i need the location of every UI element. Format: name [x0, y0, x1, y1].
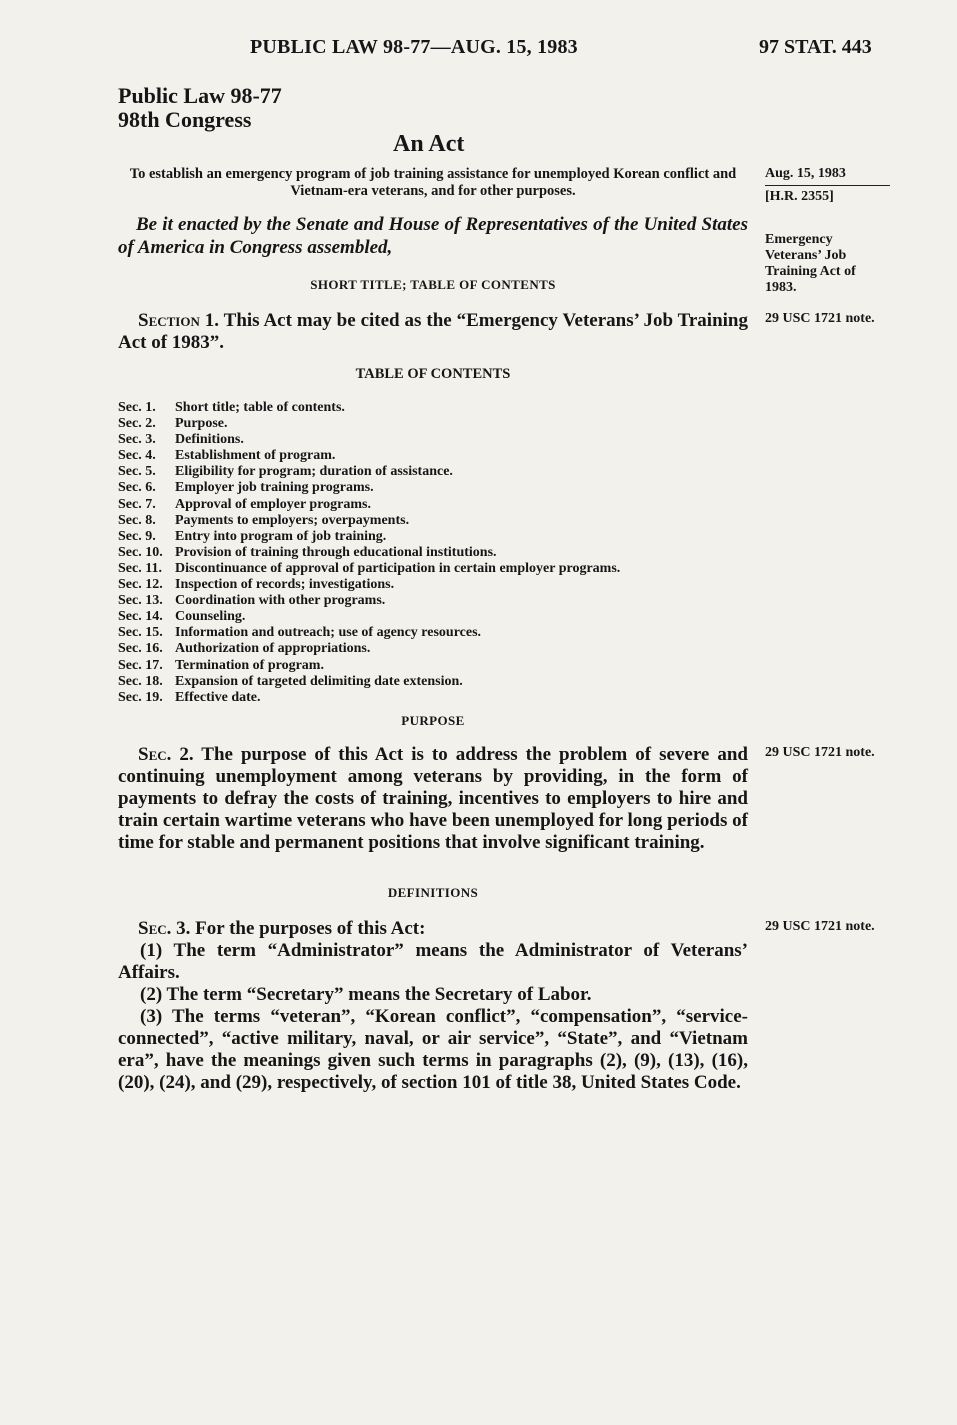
- margin-note-date: [765, 166, 895, 205]
- main-text: [118, 83, 748, 1093]
- margin-note-citation: 29 USC 1721 note.: [765, 745, 875, 760]
- section-1-label: Section: [138, 310, 200, 331]
- toc-entry: [118, 609, 758, 625]
- toc-section-number: Sec. 10.: [118, 544, 163, 560]
- toc-entry: [118, 561, 758, 577]
- congress: 98th Congress: [118, 107, 252, 132]
- definition-item: (3) The terms “veteran”, “Korean conflict”, “compensation”, “service-connected”, “active military, naval, or air service”, “State”, and “Vietnam era”, have the meanings given such terms in paragraphs (2), (9), (13), (16), (20), (24), and (29), respectively, of section 101 of title 38, United States Code.: [118, 1006, 748, 1093]
- toc-section-title: Short title; table of contents.: [175, 400, 345, 415]
- toc-section-title: Inspection of records; investigations.: [175, 577, 395, 593]
- running-head: [0, 36, 957, 64]
- toc-section-title: Effective date.: [175, 689, 261, 705]
- toc-section-title: Establishment of program.: [175, 448, 336, 464]
- toc-section-title: Eligibility for program; duration of assistance.: [175, 464, 453, 480]
- toc-entry: [118, 416, 758, 432]
- section-2-label: Sec.: [138, 744, 172, 765]
- toc-section-number: Sec. 14.: [118, 609, 163, 625]
- toc-section-title: Payments to employers; overpayments.: [175, 512, 410, 528]
- toc-section-number: Sec. 16.: [118, 641, 163, 657]
- toc-section-number: Sec. 2.: [118, 416, 156, 432]
- bill-number: [H.R. 2355]: [765, 189, 834, 204]
- long-title: To establish an emergency program of job training assistance for unemployed Korean conflict and Vietnam-era veterans, and for other purposes.: [129, 166, 737, 199]
- toc-section-number: Sec. 6.: [118, 480, 156, 496]
- toc-entry: [118, 674, 758, 690]
- toc-section-number: Sec. 3.: [118, 432, 156, 448]
- toc-entry: [118, 432, 758, 448]
- toc-section-number: Sec. 13.: [118, 593, 163, 609]
- toc-heading: TABLE OF CONTENTS: [355, 366, 511, 382]
- toc-section-number: Sec. 1.: [118, 400, 156, 415]
- definition-item: (1) The term “Administrator” means the Administrator of Veterans’ Affairs.: [118, 940, 748, 983]
- toc-entry: [118, 464, 758, 480]
- margin-note-short-title: Emergency Veterans’ Job Training Act of 1983.: [765, 232, 856, 295]
- toc-entry: [118, 448, 758, 464]
- toc-entry: [118, 641, 758, 657]
- toc-section-title: Information and outreach; use of agency resources.: [175, 625, 482, 641]
- statute-page-number: 97 STAT. 443: [759, 36, 872, 58]
- toc-section-number: Sec. 7.: [118, 496, 156, 512]
- toc-section-title: Employer job training programs.: [175, 480, 374, 496]
- definitions-heading: DEFINITIONS: [387, 885, 479, 900]
- toc-section-title: Coordination with other programs.: [175, 593, 386, 609]
- toc-section-number: Sec. 8.: [118, 512, 156, 528]
- section-2-text: 2. The purpose of this Act is to address the problem of severe and continuing unemployment among veterans by providing, in the form of payments to defray the costs of training, incentives to employers to hire and train certain wartime veterans who have been unemployed for long periods of time for stable and permanent positions that involve significant training.: [118, 744, 748, 853]
- section-2: [118, 744, 748, 854]
- short-title-heading: SHORT TITLE; TABLE OF CONTENTS: [310, 277, 556, 292]
- section-3: [118, 918, 748, 940]
- toc-section-title: Definitions.: [175, 432, 244, 448]
- approval-date: Aug. 15, 1983: [765, 166, 846, 181]
- margin-note-citation: 29 USC 1721 note.: [765, 311, 875, 326]
- toc-entry: [118, 593, 758, 609]
- toc-section-title: Discontinuance of approval of participation in certain employer programs.: [175, 560, 621, 576]
- toc-section-title: Termination of program.: [175, 657, 324, 673]
- toc-entry: [118, 513, 758, 529]
- toc-section-title: Expansion of targeted delimiting date extension.: [175, 673, 463, 689]
- toc-section-number: Sec. 4.: [118, 448, 156, 464]
- toc-entry: [118, 480, 758, 496]
- toc-section-number: Sec. 15.: [118, 625, 163, 641]
- toc-section-title: Entry into program of job training.: [175, 528, 387, 544]
- law-number: Public Law 98-77: [118, 83, 282, 108]
- toc-section-number: Sec. 5.: [118, 464, 156, 480]
- running-head-title: PUBLIC LAW 98-77—AUG. 15, 1983: [250, 36, 578, 58]
- purpose-heading: PURPOSE: [401, 713, 465, 728]
- toc-entry: [118, 400, 758, 416]
- section-3-intro: 3. For the purposes of this Act:: [176, 918, 426, 939]
- toc-entry: [118, 625, 758, 641]
- section-3-label: Sec.: [138, 918, 172, 939]
- toc-section-number: Sec. 18.: [118, 673, 163, 689]
- toc-entry: [118, 690, 758, 706]
- toc-entry: [118, 529, 758, 545]
- enacting-clause: Be it enacted by the Senate and House of Representatives of the United States of America in Congress assembled,: [118, 214, 748, 258]
- toc-section-title: Approval of employer programs.: [175, 496, 371, 512]
- section-1: [118, 310, 748, 354]
- toc-section-number: Sec. 9.: [118, 528, 156, 544]
- margin-rule: [765, 185, 890, 186]
- margin-note-citation: 29 USC 1721 note.: [765, 919, 875, 934]
- toc-entry: [118, 577, 758, 593]
- toc-entry: [118, 497, 758, 513]
- toc-section-number: Sec. 19.: [118, 689, 163, 705]
- definition-item: (2) The term “Secretary” means the Secretary of Labor.: [140, 984, 592, 1005]
- toc-section-title: Counseling.: [175, 609, 246, 625]
- toc-section-number: Sec. 17.: [118, 657, 163, 673]
- toc-section-title: Authorization of appropriations.: [175, 641, 371, 657]
- toc-section-title: Purpose.: [175, 416, 228, 432]
- table-of-contents: [118, 400, 758, 706]
- act-heading: An Act: [393, 131, 465, 157]
- toc-entry: [118, 658, 758, 674]
- toc-section-title: Provision of training through educational institutions.: [175, 544, 497, 560]
- toc-entry: [118, 545, 758, 561]
- section-1-text: 1. This Act may be cited as the “Emergency Veterans’ Job Training Act of 1983”.: [118, 310, 748, 353]
- toc-section-number: Sec. 12.: [118, 577, 163, 593]
- toc-section-number: Sec. 11.: [118, 560, 162, 576]
